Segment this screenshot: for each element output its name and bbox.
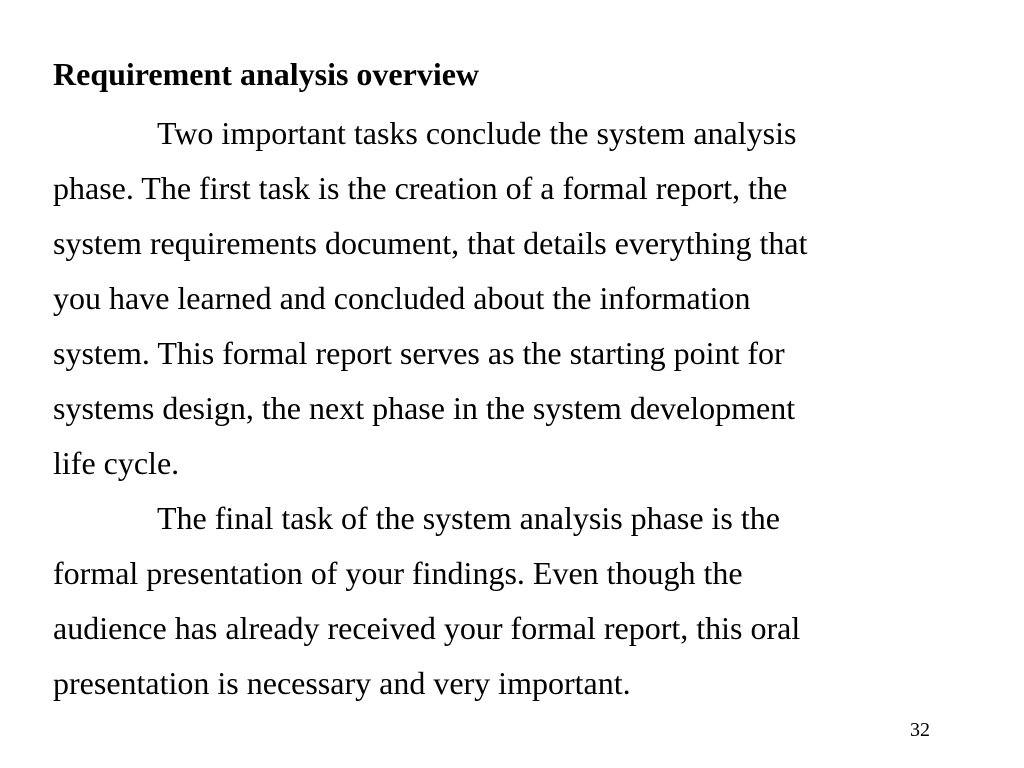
paragraph-1	[53, 106, 993, 491]
paragraph-line: life cycle.	[53, 445, 180, 481]
paragraph-line: presentation is necessary and very important.	[53, 665, 631, 701]
paragraph-line: you have learned and concluded about the information	[53, 280, 751, 316]
paragraph-line: system requirements document, that details everything that	[53, 225, 808, 261]
slide-body	[53, 106, 993, 711]
paragraph-line: formal presentation of your findings. Even though the	[53, 555, 743, 591]
paragraph-line: phase. The first task is the creation of a formal report, the	[53, 170, 788, 206]
paragraph-line: The final task of the system analysis phase is the	[157, 500, 780, 536]
paragraph-line: system. This formal report serves as the starting point for	[53, 335, 785, 371]
page-number: 32	[910, 719, 930, 741]
paragraph-2	[53, 491, 993, 711]
paragraph-line: audience has already received your formal report, this oral	[53, 610, 801, 646]
paragraph-line: Two important tasks conclude the system analysis	[157, 115, 797, 151]
paragraph-line: systems design, the next phase in the system development	[53, 390, 796, 426]
slide-title: Requirement analysis overview	[53, 56, 480, 92]
